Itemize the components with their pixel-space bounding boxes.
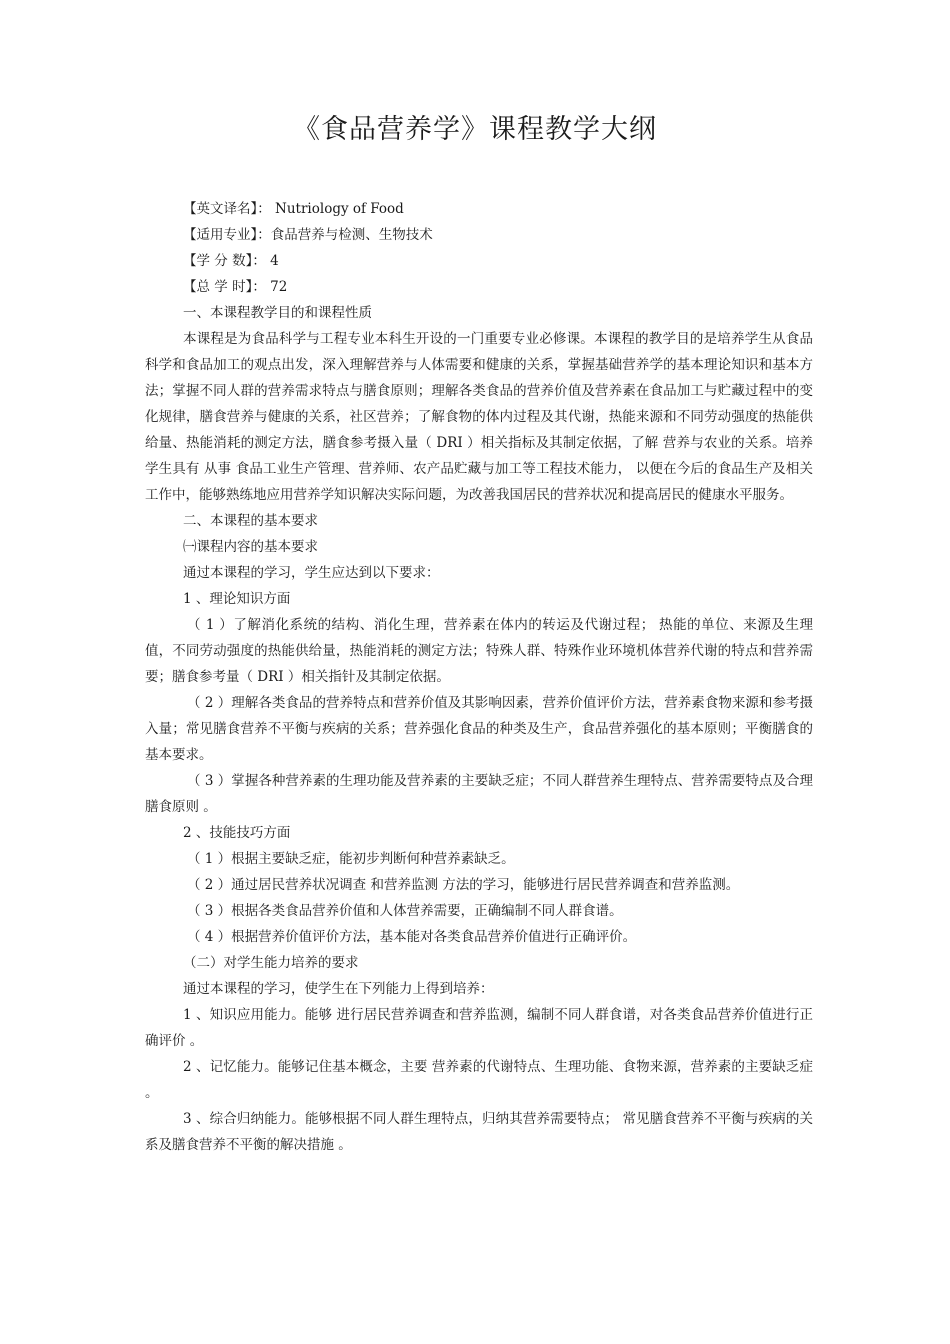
document-body [145,196,813,1158]
skill-item: （ 4 ）根据营养价值评价方法，基本能对各类食品营养价值进行正确评价。 [187,929,637,945]
theory-item: （ 3 ）掌握各种营养素的生理功能及营养素的主要缺乏症；不同人群营养生理特点、营养需要特点及合理膳食原则 。 [145,773,813,815]
section2-intro: 通过本课程的学习，学生应达到以下要求： [183,565,440,581]
english-name-line: 【英文译名】： Nutriology of Food [183,201,404,217]
ability-item: 1 、知识应用能力。能够 进行居民营养调查和营养监测，编制不同人群食谱，对各类食品营养价值进行正确评价 。 [145,1007,813,1049]
skill-item: （ 2 ）通过居民营养状况调查 和营养监测 方法的学习，能够进行居民营养调查和营养监测。 [187,877,740,893]
section1-body: 本课程是为食品科学与工程专业本科生开设的一门重要专业必修课。本课程的教学目的是培养学生从食品科学和食品加工的观点出发，深入理解营养与人体需要和健康的关系，掌握基础营养学的基本理论知识和基本方法；掌握不同人群的营养需求特点与膳食原则；理解各类食品的营养价值及营养素在食品加工与贮藏过程中的变化规律，膳食营养与健康的关系，社区营养；了解食物的体内过程及其代谢，热能来源和不同劳动强度的热能供给量、热能消耗的测定方法，膳食参考摄入量（ DRI ）相关指标及其制定依据，了解 营养与农业的关系。培养学生具有 从事 食品工业生产管理、营养师、农产品贮藏与加工等工程技术能力， 以便在今后的食品生产及相关工作中，能够熟练地应用营养学知识解决实际问题，为改善我国居民的营养状况和提高居民的健康水平服务。 [145,331,813,503]
skill-heading: 2 、技能技巧方面 [183,825,291,841]
section2-sub2: （二）对学生能力培养的要求 [183,955,359,971]
credits-line: 【学 分 数】： 4 [183,253,279,269]
document-title: 《食品营养学》课程教学大纲 [293,114,657,145]
section2-intro2: 通过本课程的学习，使学生在下列能力上得到培养： [183,981,494,997]
section2-heading: 二、本课程的基本要求 [183,513,318,529]
ability-item: 2 、记忆能力。能够记住基本概念，主要 营养素的代谢特点、生理功能、食物来源，营养素的主要缺乏症 。 [145,1059,813,1101]
hours-line: 【总 学 时】： 72 [183,279,288,295]
ability-item: 3 、综合归纳能力。能够根据不同人群生理特点，归纳其营养需要特点； 常见膳食营养不平衡与疾病的关系及膳食营养不平衡的解决措施 。 [145,1111,813,1153]
skill-item: （ 1 ）根据主要缺乏症，能初步判断何种营养素缺乏。 [187,851,515,867]
theory-item: （ 2 ）理解各类食品的营养特点和营养价值及其影响因素，营养价值评价方法，营养素食物来源和参考摄入量；常见膳食营养不平衡与疾病的关系；营养强化食品的种类及生产，食品营养强化的基本原则；平衡膳食的基本要求。 [145,695,813,763]
skill-item: （ 3 ）根据各类食品营养价值和人体营养需要，正确编制不同人群食谱。 [187,903,623,919]
section1-heading: 一、本课程教学目的和课程性质 [183,305,372,321]
theory-heading: 1 、理论知识方面 [183,591,291,607]
theory-item: （ 1 ）了解消化系统的结构、消化生理，营养素在体内的转运及代谢过程； 热能的单位、来源及生理值，不同劳动强度的热能供给量，热能消耗的测定方法；特殊人群、特殊作业环境机体营养代谢的特点和营养需要；膳食参考量（ DRI ）相关指针及其制定依据。 [145,617,813,685]
section2-sub1: ㈠课程内容的基本要求 [183,539,318,555]
major-line: 【适用专业】：食品营养与检测、生物技术 [183,227,433,243]
